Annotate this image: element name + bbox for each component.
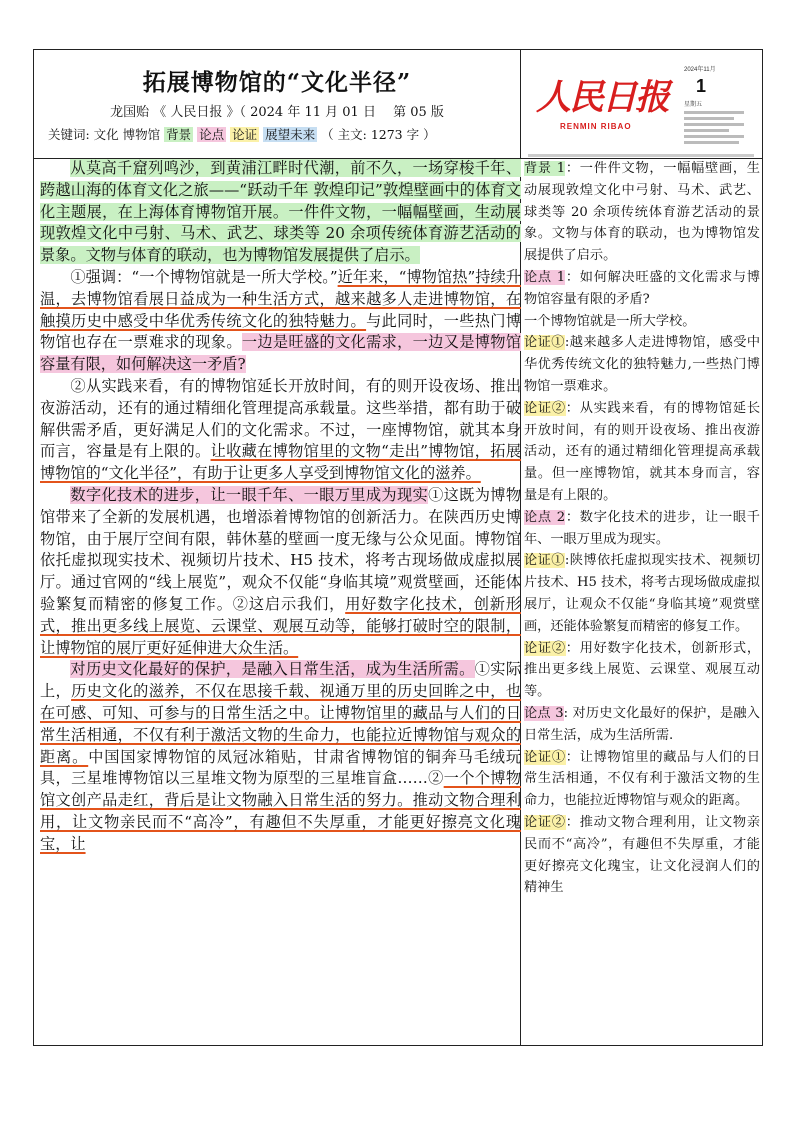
legend-background: 背景	[166, 127, 192, 142]
evidence-summary: ：用好数字化技术，创新形式，推出更多线上展览、云课堂、观展互动等。	[524, 640, 761, 700]
paragraph-1	[40, 158, 521, 267]
point-summary: ：数字化技术的进步，让一眼千年、一眼万里成为现实。	[524, 509, 760, 547]
underlined-text: 让收藏在博物馆里的文物“走出”博物馆，拓展博物馆的“文化半径”，有助于让更多人享受到博物馆文化的滋养。	[40, 442, 522, 483]
front-page-thumbnail	[684, 64, 754, 144]
paragraph-text: ①实际上，	[40, 660, 522, 701]
background-label: 背景 1	[524, 161, 566, 176]
point-3-text: 对历史文化最好的保护，是融入日常生活，成为生活所需。	[70, 660, 475, 679]
sidebar-evidence-1b	[524, 398, 760, 507]
paragraph-text: ②从实践来看，有的博物馆延长开放时间，有的则开设夜场、推出夜游活动，还有的通过精细化管理提高承载量。这些举措，都有助于破解供需矛盾，更好满足人们的文化需求。不过，一座博物馆，就其本身而言，容量是有上限的。	[40, 376, 521, 461]
masthead-footer-rule	[528, 154, 754, 157]
evidence-label: 论证①	[524, 749, 566, 765]
underlined-text: 一个个博物馆文创产品走红，背后是让文物融入日常生活的努力。推动文物合理利用，让文物亲民而不“高冷”，有趣但不失厚重，才能更好擦亮文化瑰宝，让	[40, 769, 522, 853]
paragraph-4	[40, 485, 521, 659]
thumbnail-edition: 星期五	[684, 102, 703, 108]
evidence-label: 论证②	[524, 640, 566, 656]
sidebar-evidence-2b	[524, 638, 760, 703]
paragraph-text: 中国国家博物馆的凤冠冰箱贴，甘肃省博物馆的铜奔马毛绒玩具，三星堆博物馆以三星堆文物为原型的三星堆盲盒……②	[40, 747, 521, 788]
keywords-label: 关键词: 文化 博物馆	[48, 127, 161, 142]
article-body	[40, 158, 521, 856]
sidebar-evidence-1a	[524, 332, 760, 397]
background-text: 从莫高千窟列鸣沙，到黄浦江畔时代潮，前不久，一场穿梭千年、跨越山海的体育文化之旅——“跃动千年 敦煌印记”敦煌壁画中的体育文化主题展，在上海体育博物馆开展。一件件文物，一幅幅壁画，生动展现敦煌文化中弓射、马术、武艺、球类等 20 余项传统体育游艺活动的景象。文物与体育的联动，也为博物馆发展提供了启示。	[40, 159, 521, 265]
newspaper-masthead	[520, 50, 764, 160]
paragraph-3	[40, 376, 521, 485]
point-summary: ：如何解决旺盛的文化需求与博物馆容量有限的矛盾?	[524, 269, 760, 307]
evidence-label: 论证①	[524, 335, 565, 351]
document-frame	[33, 49, 763, 1046]
paragraph-text: 与此同时，一些热门博物馆也存在一票难求的现象。	[40, 311, 522, 352]
evidence-summary: ：推动文物合理利用，让文物亲民而不“高冷”，有趣但不失厚重，才能更好擦亮文化瑰宝，让文化浸润人们的精神生	[524, 814, 761, 896]
byline: 龙国贻 《 人民日报 》（ 2024 年 11 月 01 日 第 05 版	[110, 105, 444, 120]
paragraph-5	[40, 659, 521, 855]
sidebar-background	[524, 158, 760, 267]
article-title: 拓展博物馆的“文化半径”	[142, 69, 412, 96]
newspaper-logo-subtitle: RENMIN RIBAO	[560, 122, 632, 131]
sidebar-point-2	[524, 507, 760, 551]
evidence-summary: :越来越多人走进博物馆，感受中华优秀传统文化的独特魅力,一些热门博物馆一票难求。	[524, 335, 761, 394]
thumbnail-date: 2024年11月	[684, 67, 716, 73]
word-count: （ 主文: 1273 字 ）	[321, 127, 436, 142]
background-summary: ：一件件文物，一幅幅壁画，生动展现敦煌文化中弓射、马术、武艺、球类等 20 余项传统体育游艺活动的景象。文物与体育的联动，也为博物馆发展提供了启示。	[524, 161, 760, 264]
evidence-summary: ：从实践来看，有的博物馆延长开放时间，有的则开设夜场、推出夜游活动，还有的通过精细化管理提高承载量。但一座博物馆，就其本身而言，容量是有上限的。	[524, 400, 761, 503]
quote-text: ①强调：“一个博物馆就是一所大学校。”	[70, 267, 338, 286]
point-label: 论点 2	[524, 509, 566, 525]
legend-evidence: 论证	[232, 127, 258, 142]
point-summary: : 对历史文化最好的保护，是融入日常生活，成为生活所需.	[524, 705, 760, 743]
sidebar-note: 一个博物馆就是一所大学校。	[524, 313, 696, 329]
point-1-text: 一边是旺盛的文化需求，一边又是博物馆容量有限，如何解决这一矛盾?	[40, 333, 522, 374]
evidence-summary: :陕博依托虚拟现实技术、视频切片技术、H5 技术，将考古现场做成虚拟展厅，让观众不仅能“身临其境”观赏壁画，还能体验繁复而精密的修复工作。	[524, 553, 761, 634]
newspaper-logo: 人民日报	[536, 77, 669, 118]
underlined-text: 近年来，“博物馆热”持续升温，去博物馆看展日益成为一种生活方式，越来越多人走进博物馆，在触摸历史中感受中华优秀传统文化的独特魅力。	[40, 267, 521, 330]
evidence-label: 论证①	[524, 553, 565, 569]
sidebar-evidence-3a	[524, 747, 760, 812]
evidence-summary: ：让博物馆里的藏品与人们的日常生活相通，不仅有利于激活文物的生命力，也能拉近博物馆与观众的距离。	[524, 749, 761, 809]
legend-point: 论点	[199, 127, 225, 142]
evidence-label: 论证②	[524, 400, 566, 416]
paragraph-text: ①这既为博物馆带来了全新的发展机遇，也增添着博物馆的创新活力。在陕西历史博物馆，由于展厅空间有限，韩休墓的壁画一度无缘与公众见面。博物馆依托虚拟现实技术、视频切片技术、H5 技术，将考古现场做成虚拟展厅。通过官网的“线上展览”，观众不仅能“身临其境”观赏壁画，还能体验繁复而精密的修复工作。②这启示我们，	[40, 485, 522, 613]
evidence-label: 论证②	[524, 814, 566, 830]
keywords-line	[48, 125, 436, 143]
summary-sidebar	[524, 158, 760, 899]
sidebar-point-3	[524, 703, 760, 747]
sidebar-point-1	[524, 267, 760, 311]
sidebar-evidence-2a	[524, 550, 760, 637]
sidebar-evidence-3b	[524, 812, 760, 899]
underlined-text: 历史文化的滋养，不仅在思接千载、视通万里的历史回眸之中，也在可感、可知、可参与的日常生活之中。让博物馆里的藏品与人们的日常生活相通，不仅有利于激活文物的生命力，也能拉近博物馆与观众的距离。	[40, 682, 522, 766]
point-2-text: 数字化技术的进步，让一眼千年、一眼万里成为现实	[70, 485, 429, 504]
paragraph-2	[40, 267, 521, 376]
thumbnail-page-number: 1	[696, 76, 707, 96]
legend-outlook: 展望未来	[265, 127, 316, 142]
point-label: 论点 1	[524, 269, 566, 285]
point-label: 论点 3	[524, 705, 564, 721]
underlined-text: 用好数字化技术，创新形式，推出更多线上展览、云课堂、观展互动等，能够打破时空的限制，让博物馆的展厅更好延伸进大众生活。	[40, 594, 521, 657]
